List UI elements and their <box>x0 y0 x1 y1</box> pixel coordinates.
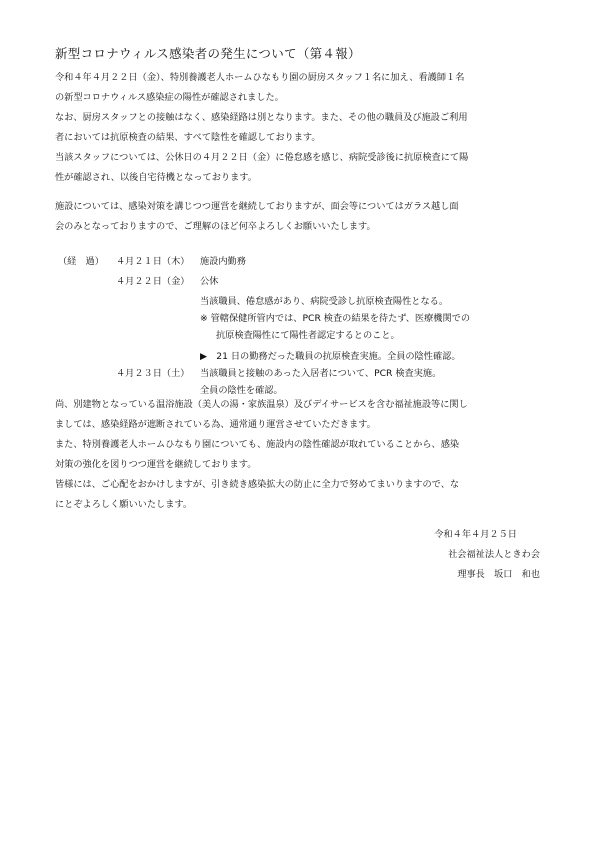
intro-line: の新型コロナウィルス感染症の陽性が確認されました。 <box>55 92 284 103</box>
facility-line: 会のみとなっておりますので、ご理解のほど何卒よろしくお願いいたします。 <box>55 221 376 232</box>
timeline-detail: 全員の陰性を確認。 <box>200 385 283 396</box>
intro-line: 令和４年４月２２日（金）、特別養護老人ホームひなもり園の厨房スタッフ１名に加え、看護師１名 <box>55 72 465 83</box>
timeline-detail: ▶ 21 日の勤務だった職員の抗原検査実施。全員の陰性確認。 <box>200 351 461 362</box>
timeline-note: 抗原検査陽性にて陽性者認定するとのこと。 <box>216 330 400 341</box>
signature-name: 理事長 坂口 和也 <box>457 569 540 580</box>
timeline-detail: 当該職員、倦怠感があり、病院受診し抗原検査陽性となる。 <box>200 296 449 307</box>
intro-line: 当該スタッフについては、公休日の４月２２日（金）に倦怠感を感じ、病院受診後に抗原検査にて陽 <box>55 152 469 163</box>
timeline-entry: 公休 <box>200 276 219 287</box>
signature-date: 令和４年４月２５日 <box>434 529 517 540</box>
page-title: 新型コロナウィルス感染者の発生について（第４報） <box>55 46 361 61</box>
intro-paragraph <box>55 68 468 188</box>
signature-organization: 社会福祉法人ときわ会 <box>448 549 540 560</box>
closing-line: 対策の強化を図りつつ運営を継続しております。 <box>55 459 257 470</box>
timeline-date: ４月２１日（木） <box>116 256 190 267</box>
closing-line: 皆様には、ご心配をおかけしますが、引き続き感染拡大の防止に全力で努めてまいりますので、な <box>55 479 460 490</box>
closing-line: 尚、別建物となっている温浴施設（美人の湯・家族温泉）及びデイサービスを含む福祉施設等に関し <box>55 399 468 410</box>
closing-line: ましては、感染経路が遮断されている為、通常通り運営させていただきます。 <box>55 419 376 430</box>
timeline-date: ４月２２日（金） <box>116 276 190 287</box>
intro-line: 者においては抗原検査の結果、すべて陰性を確認しております。 <box>55 132 321 143</box>
facility-paragraph <box>55 197 459 237</box>
timeline-label: （経 過） <box>58 256 104 267</box>
facility-line: 施設については、感染対策を講じつつ運営を継続しておりますが、面会等についてはガラス越し面 <box>55 201 459 212</box>
timeline-date: ４月２３日（土） <box>116 368 190 379</box>
intro-line: なお、厨房スタッフとの接触はなく、感染経路は別となります。また、その他の職員及び施設ご利用 <box>55 112 468 123</box>
timeline-entry: 施設内勤務 <box>200 256 246 267</box>
timeline-note: ※ 管轄保健所管内では、PCR 検査の結果を待たず、医療機関での <box>200 313 471 324</box>
intro-line: 性が確認され、以後自宅待機となっております。 <box>55 172 257 183</box>
closing-line: にとぞよろしく願いいたします。 <box>55 499 193 510</box>
closing-paragraph <box>55 395 468 515</box>
timeline-entry: 当該職員と接触のあった入居者について、PCR 検査実施。 <box>200 368 442 379</box>
closing-line: また、特別養護老人ホームひなもり園についても、施設内の陰性確認が取れていることから、感染 <box>55 439 460 450</box>
